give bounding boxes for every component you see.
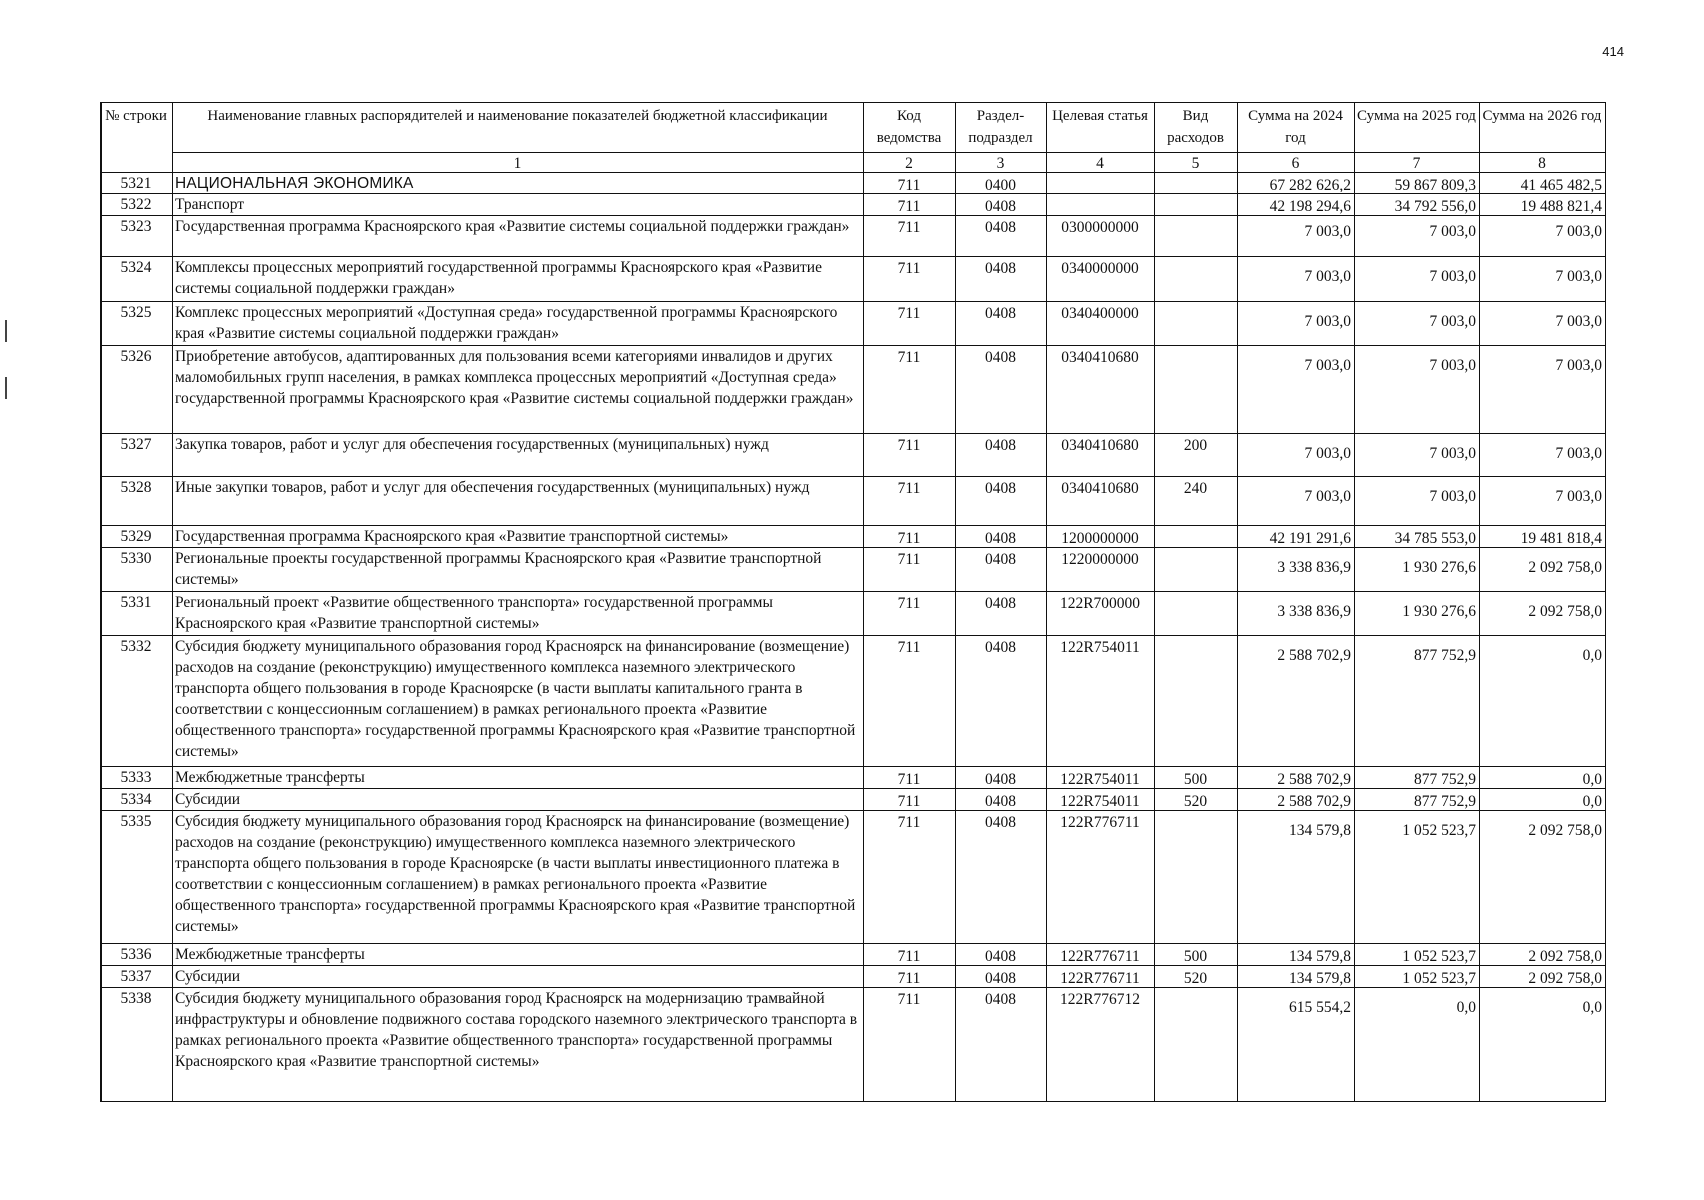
amount-2025: 1 930 276,6: [1402, 559, 1476, 576]
expense-type: [1155, 173, 1236, 192]
amount-2024: 3 338 836,9: [1277, 603, 1351, 620]
amount-2026: 0,0: [1582, 647, 1602, 664]
margin-mark-1: [5, 377, 7, 399]
amount-2024: 2 588 702,9: [1277, 793, 1351, 809]
amount-2026: 2 092 758,0: [1528, 948, 1602, 964]
rule-col-7: [1354, 102, 1355, 1102]
rule-row-5328: [100, 525, 1605, 526]
dept-code: 711: [897, 437, 921, 454]
header-dept-code: Код ведомства: [876, 108, 942, 146]
amount-2024: 7 003,0: [1304, 223, 1351, 240]
dept-code: 711: [897, 219, 921, 236]
section-code: 0408: [985, 260, 1016, 277]
amount-2024: 615 554,2: [1289, 999, 1351, 1016]
expense-type: [1155, 347, 1236, 433]
row-number: 5333: [120, 769, 152, 786]
rule-col-4: [1046, 102, 1047, 1102]
rule-col-1: [172, 102, 173, 1102]
amount-2024: 2 588 702,9: [1277, 647, 1351, 664]
expense-type: [1155, 812, 1236, 943]
section-code: 0408: [985, 551, 1016, 568]
amount-2024: 2 588 702,9: [1277, 771, 1351, 787]
row-number: 5328: [120, 479, 152, 496]
rule-col-3: [955, 102, 956, 1102]
amount-2025: 877 752,9: [1414, 647, 1476, 664]
column-number-7: 7: [1412, 155, 1421, 171]
expense-type: [1155, 593, 1236, 635]
target-article: 122R776711: [1060, 970, 1140, 986]
rule-top: [100, 102, 1605, 103]
amount-2025: 1 052 523,7: [1402, 948, 1476, 964]
expense-type: [1155, 637, 1236, 766]
section-code: 0408: [985, 948, 1016, 964]
amount-2025: 7 003,0: [1429, 357, 1476, 374]
amount-2025: 1 052 523,7: [1402, 970, 1476, 986]
amount-2025: 7 003,0: [1429, 223, 1476, 240]
rule-col-8: [1479, 102, 1480, 1102]
rule-row-5329: [100, 547, 1605, 548]
dept-code: 711: [897, 948, 921, 964]
amount-2026: 0,0: [1582, 793, 1602, 809]
header-target: Целевая статья: [1052, 108, 1148, 124]
amount-2026: 41 465 482,5: [1520, 177, 1602, 192]
row-number: 5338: [120, 990, 152, 1007]
target-article: [1047, 173, 1153, 192]
dept-code: 711: [897, 305, 921, 322]
expense-type: [1155, 258, 1236, 301]
dept-code: 711: [897, 639, 921, 656]
target-article: 122R754011: [1060, 793, 1140, 809]
target-article: 122R776711: [1060, 948, 1140, 964]
row-name: Иные закупки товаров, работ и услуг для обеспечения государственных (муниципальных) нужд: [175, 479, 810, 496]
amount-2024: 7 003,0: [1304, 313, 1351, 330]
amount-2024: 7 003,0: [1304, 268, 1351, 285]
amount-2025: 1 930 276,6: [1402, 603, 1476, 620]
row-name: Комплекс процессных мероприятий «Доступная среда» государственной программы Красноярского края «Развитие системы социальной поддержки граждан»: [175, 304, 838, 342]
row-number: 5336: [120, 946, 152, 963]
rule-row-5338: [100, 1101, 1605, 1102]
row-name: Государственная программа Красноярского края «Развитие системы социальной поддержки граждан»: [175, 218, 850, 235]
row-name: Субсидия бюджету муниципального образования город Красноярск на финансирование (возмещение) расходов на создание (реконструкцию) имущественного комплекса наземного электрического транспорта общего пользования в городе Красноярске (в части выплаты инвестиционного платежа в соответствии с концессионным соглашением) в рамках регионального проекта «Развитие общественного транспорта» государственной программы Красноярского края «Развитие транспортной системы»: [175, 813, 856, 935]
row-number: 5329: [120, 528, 152, 545]
expense-type: [1155, 194, 1236, 214]
rule-col-6: [1237, 102, 1238, 1102]
column-number-8: 8: [1538, 155, 1546, 171]
column-number-5: 5: [1191, 155, 1200, 171]
section-code: 0408: [985, 771, 1016, 787]
dept-code: 711: [897, 970, 921, 986]
row-number: 5332: [120, 638, 152, 655]
section-code: 0408: [985, 530, 1016, 546]
dept-code: 711: [897, 814, 921, 831]
section-code: 0408: [985, 991, 1016, 1008]
header-sum-2026: Сумма на 2026 год: [1482, 108, 1602, 124]
rule-col-2: [863, 102, 864, 1102]
dept-code: 711: [897, 177, 921, 192]
row-name: Субсидии: [175, 968, 241, 985]
rule-row-5336: [100, 965, 1605, 966]
amount-2026: 7 003,0: [1555, 223, 1602, 240]
amount-2026: 0,0: [1582, 771, 1602, 787]
amount-2025: 59 867 809,3: [1394, 177, 1476, 192]
rule-row-5326: [100, 433, 1605, 434]
dept-code: 711: [897, 793, 921, 809]
target-article: 122R776711: [1060, 814, 1140, 831]
row-name: Межбюджетные трансферты: [175, 946, 365, 963]
dept-code: 711: [897, 551, 921, 568]
target-article: [1047, 194, 1153, 214]
amount-2024: 42 198 294,6: [1269, 198, 1351, 214]
amount-2025: 877 752,9: [1414, 771, 1476, 787]
amount-2026: 7 003,0: [1555, 488, 1602, 505]
amount-2026: 19 488 821,4: [1520, 198, 1602, 214]
expense-type: 500: [1183, 771, 1208, 787]
rule-row-5323: [100, 256, 1605, 257]
amount-2026: 7 003,0: [1555, 357, 1602, 374]
page-number: 414: [1602, 44, 1624, 59]
amount-2025: 1 052 523,7: [1402, 822, 1476, 839]
rule-header-split: [172, 152, 1605, 153]
column-number-4: 4: [1096, 155, 1104, 171]
rule-row-5330: [100, 591, 1605, 592]
dept-code: 711: [897, 991, 921, 1008]
row-name: Субсидия бюджету муниципального образования город Красноярск на модернизацию трамвайной инфраструктуры и обновление подвижного состава городского наземного электрического транспорта в рамках регионального проекта «Развитие общественного транспорта» государственной программы Красноярского края «Развитие транспортной системы»: [175, 990, 858, 1070]
amount-2025: 7 003,0: [1429, 268, 1476, 285]
amount-2024: 67 282 626,2: [1269, 177, 1351, 192]
rule-row-5325: [100, 345, 1605, 346]
expense-type: 520: [1183, 793, 1208, 809]
target-article: 122R776712: [1059, 991, 1141, 1008]
rule-row-5324: [100, 301, 1605, 302]
row-name: Государственная программа Красноярского края «Развитие транспортной системы»: [175, 528, 729, 545]
column-number-3: 3: [996, 155, 1005, 171]
target-article: 122R754011: [1060, 639, 1140, 656]
row-name: Региональные проекты государственной программы Красноярского края «Развитие транспортной системы»: [175, 550, 822, 588]
section-code: 0408: [985, 305, 1016, 322]
rule-row-5331: [100, 635, 1605, 636]
rule-header-bottom: [100, 172, 1605, 173]
header-sum-2024: Сумма на 2024 год: [1248, 108, 1343, 146]
column-number-1: 1: [513, 155, 522, 171]
expense-type: 500: [1183, 948, 1208, 964]
amount-2026: 7 003,0: [1555, 313, 1602, 330]
dept-code: 711: [897, 530, 921, 546]
section-code: 0408: [985, 793, 1016, 809]
row-number: 5327: [120, 436, 152, 453]
row-number: 5325: [120, 304, 152, 321]
amount-2026: 2 092 758,0: [1528, 603, 1602, 620]
row-number: 5334: [120, 791, 152, 808]
rule-row-5334: [100, 810, 1605, 811]
row-name: Региональный проект «Развитие общественного транспорта» государственной программы Красноярского края «Развитие транспортной системы»: [175, 594, 773, 632]
amount-2026: 7 003,0: [1555, 268, 1602, 285]
amount-2026: 0,0: [1582, 999, 1602, 1016]
amount-2024: 134 579,8: [1289, 948, 1351, 964]
target-article: 1200000000: [1061, 530, 1139, 546]
expense-type: [1155, 989, 1236, 1101]
dept-code: 711: [897, 349, 921, 366]
section-code: 0408: [985, 970, 1016, 986]
rule-row-5332: [100, 766, 1605, 767]
row-number: 5330: [120, 550, 152, 567]
amount-2025: 877 752,9: [1414, 793, 1476, 809]
amount-2024: 134 579,8: [1289, 970, 1351, 986]
row-name: НАЦИОНАЛЬНАЯ ЭКОНОМИКА: [175, 175, 414, 192]
expense-type: 520: [1183, 970, 1208, 986]
expense-type: [1155, 526, 1236, 546]
amount-2025: 7 003,0: [1429, 488, 1476, 505]
target-article: 0300000000: [1061, 219, 1139, 236]
amount-2026: 2 092 758,0: [1528, 970, 1602, 986]
header-row-no: № строки: [105, 108, 167, 124]
amount-2026: 2 092 758,0: [1528, 559, 1602, 576]
row-name: Закупка товаров, работ и услуг для обеспечения государственных (муниципальных) нужд: [175, 436, 769, 453]
amount-2024: 7 003,0: [1304, 357, 1351, 374]
amount-2025: 34 792 556,0: [1394, 198, 1476, 214]
column-number-6: 6: [1291, 155, 1300, 171]
row-name: Субсидия бюджету муниципального образования город Красноярск на финансирование (возмещение) расходов на создание (реконструкцию) имущественного комплекса наземного электрического транспорта общего пользования в городе Красноярске (в части выплаты капитального гранта в соответствии с концессионным соглашением) в рамках регионального проекта «Развитие общественного транспорта» государственной программы Красноярского края «Развитие транспортной системы»: [175, 638, 856, 760]
target-article: 122R700000: [1059, 595, 1141, 612]
row-name: Субсидии: [175, 791, 241, 808]
section-code: 0408: [985, 595, 1016, 612]
header-section: Раздел-подраздел: [968, 108, 1033, 146]
amount-2026: 19 481 818,4: [1520, 530, 1602, 546]
rule-row-5337: [100, 987, 1605, 988]
expense-type: 200: [1183, 437, 1208, 454]
section-code: 0400: [985, 177, 1016, 192]
amount-2024: 7 003,0: [1304, 488, 1351, 505]
amount-2026: 2 092 758,0: [1528, 822, 1602, 839]
row-number: 5337: [120, 968, 152, 985]
target-article: 0340400000: [1061, 305, 1139, 322]
amount-2026: 7 003,0: [1555, 445, 1602, 462]
row-number: 5321: [120, 175, 152, 192]
section-code: 0408: [985, 349, 1016, 366]
rule-col-9: [1605, 102, 1606, 1102]
rule-row-5335: [100, 943, 1605, 944]
expense-type: [1155, 217, 1236, 256]
row-name: Транспорт: [175, 196, 245, 213]
row-number: 5324: [120, 259, 152, 276]
row-number: 5322: [120, 196, 152, 213]
amount-2025: 7 003,0: [1429, 445, 1476, 462]
dept-code: 711: [897, 595, 921, 612]
expense-type: 240: [1183, 480, 1208, 497]
section-code: 0408: [985, 437, 1016, 454]
row-name: Комплексы процессных мероприятий государственной программы Красноярского края «Развитие системы социальной поддержки граждан»: [175, 259, 822, 297]
row-name: Приобретение автобусов, адаптированных для пользования всеми категориями инвалидов и других маломобильных групп населения, в рамках комплекса процессных мероприятий «Доступная среда» государственной программы Красноярского края «Развитие системы социальной поддержки граждан»: [175, 348, 854, 407]
row-number: 5335: [120, 813, 152, 830]
target-article: 0340000000: [1061, 260, 1139, 277]
rule-row-5333: [100, 788, 1605, 789]
header-exp-type: Вид расходов: [1167, 108, 1224, 146]
header-sum-2025: Сумма на 2025 год: [1357, 108, 1476, 124]
section-code: 0408: [985, 198, 1016, 214]
section-code: 0408: [985, 814, 1016, 831]
rule-col-5: [1154, 102, 1155, 1102]
dept-code: 711: [897, 480, 921, 497]
target-article: 0340410680: [1061, 480, 1139, 497]
amount-2025: 0,0: [1456, 999, 1476, 1016]
expense-type: [1155, 549, 1236, 591]
section-code: 0408: [985, 480, 1016, 497]
rule-row-5321: [100, 193, 1605, 194]
row-number: 5326: [120, 348, 152, 365]
amount-2024: 134 579,8: [1289, 822, 1351, 839]
row-number: 5331: [120, 594, 152, 611]
target-article: 1220000000: [1061, 551, 1139, 568]
target-article: 0340410680: [1061, 437, 1139, 454]
column-number-2: 2: [905, 155, 913, 171]
amount-2025: 7 003,0: [1429, 313, 1476, 330]
target-article: 0340410680: [1061, 349, 1139, 366]
expense-type: [1155, 303, 1236, 345]
dept-code: 711: [897, 771, 921, 787]
rule-row-5327: [100, 476, 1605, 477]
rule-row-5322: [100, 215, 1605, 216]
amount-2024: 3 338 836,9: [1277, 559, 1351, 576]
dept-code: 711: [897, 198, 921, 214]
section-code: 0408: [985, 219, 1016, 236]
target-article: 122R754011: [1060, 771, 1140, 787]
header-name: Наименование главных распорядителей и наименование показателей бюджетной классификации: [207, 108, 828, 124]
row-name: Межбюджетные трансферты: [175, 769, 365, 786]
rule-col-0: [100, 102, 102, 1102]
dept-code: 711: [897, 260, 921, 277]
row-number: 5323: [120, 218, 152, 235]
amount-2025: 34 785 553,0: [1394, 530, 1476, 546]
margin-mark-0: [5, 320, 7, 342]
amount-2024: 7 003,0: [1304, 445, 1351, 462]
section-code: 0408: [985, 639, 1016, 656]
amount-2024: 42 191 291,6: [1269, 530, 1351, 546]
